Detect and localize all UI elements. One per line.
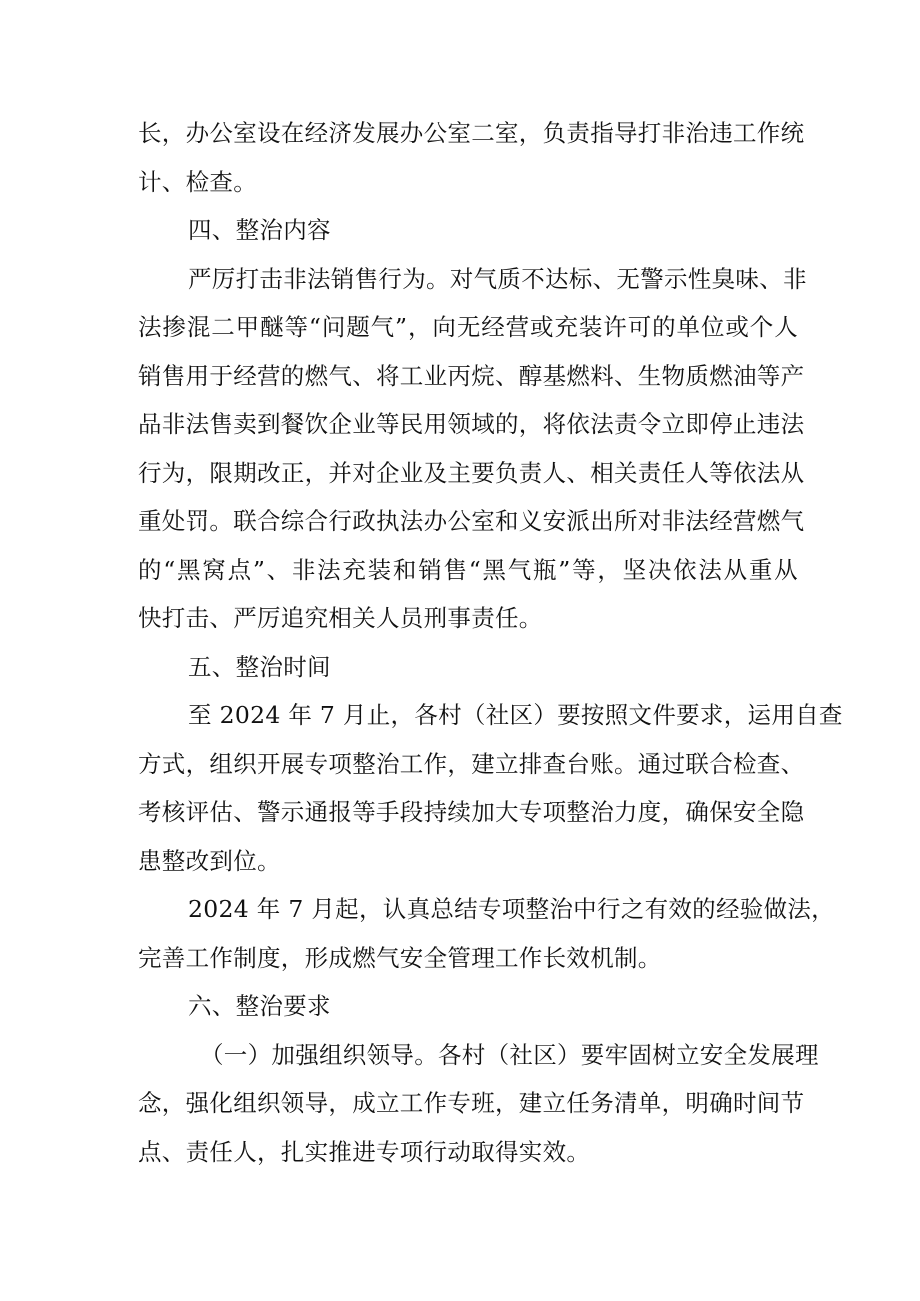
body-line: 的“黑窝点”、非法充装和销售“黑气瓶”等，坚决依法从重从 bbox=[138, 556, 798, 584]
body-line: 销售用于经营的燃气、将工业丙烷、醇基燃料、生物质燃油等产 bbox=[138, 362, 805, 390]
section-heading-requirements: 六、整治要求 bbox=[188, 992, 331, 1020]
body-line: 至 2024 年 7 月止，各村（社区）要按照文件要求，运用自查 bbox=[188, 701, 843, 729]
body-line: 行为，限期改正，并对企业及主要负责人、相关责任人等依法从 bbox=[138, 459, 805, 487]
body-line: 方式，组织开展专项整治工作，建立排查台账。通过联合检查、 bbox=[138, 750, 805, 778]
body-line: 考核评估、警示通报等手段持续加大专项整治力度，确保安全隐 bbox=[138, 798, 805, 826]
section-heading-content: 四、整治内容 bbox=[188, 216, 331, 244]
section-heading-time: 五、整治时间 bbox=[188, 653, 331, 681]
body-line: 完善工作制度，形成燃气安全管理工作长效机制。 bbox=[138, 944, 662, 972]
body-line: 点、责任人，扎实推进专项行动取得实效。 bbox=[138, 1138, 591, 1166]
body-line: 念，强化组织领导，成立工作专班，建立任务清单，明确时间节 bbox=[138, 1089, 805, 1117]
body-line: 品非法售卖到餐饮企业等民用领域的，将依法责令立即停止违法 bbox=[138, 410, 805, 438]
body-line: 患整改到位。 bbox=[138, 847, 281, 875]
body-line: 计、检查。 bbox=[138, 168, 257, 196]
body-line: 严厉打击非法销售行为。对气质不达标、无警示性臭味、非 bbox=[188, 265, 807, 293]
body-line: 2024 年 7 月起，认真总结专项整治中行之有效的经验做法， bbox=[188, 895, 835, 923]
body-line: 长，办公室设在经济发展办公室二室，负责指导打非治违工作统 bbox=[138, 119, 805, 147]
body-line: 重处罚。联合综合行政执法办公室和义安派出所对非法经营燃气 bbox=[138, 507, 805, 535]
body-line: 法掺混二甲醚等“问题气”，向无经营或充装许可的单位或个人 bbox=[138, 313, 798, 341]
body-line: （一）加强组织领导。各村（社区）要牢固树立安全发展理 bbox=[200, 1041, 819, 1069]
body-line: 快打击、严厉追究相关人员刑事责任。 bbox=[138, 604, 543, 632]
